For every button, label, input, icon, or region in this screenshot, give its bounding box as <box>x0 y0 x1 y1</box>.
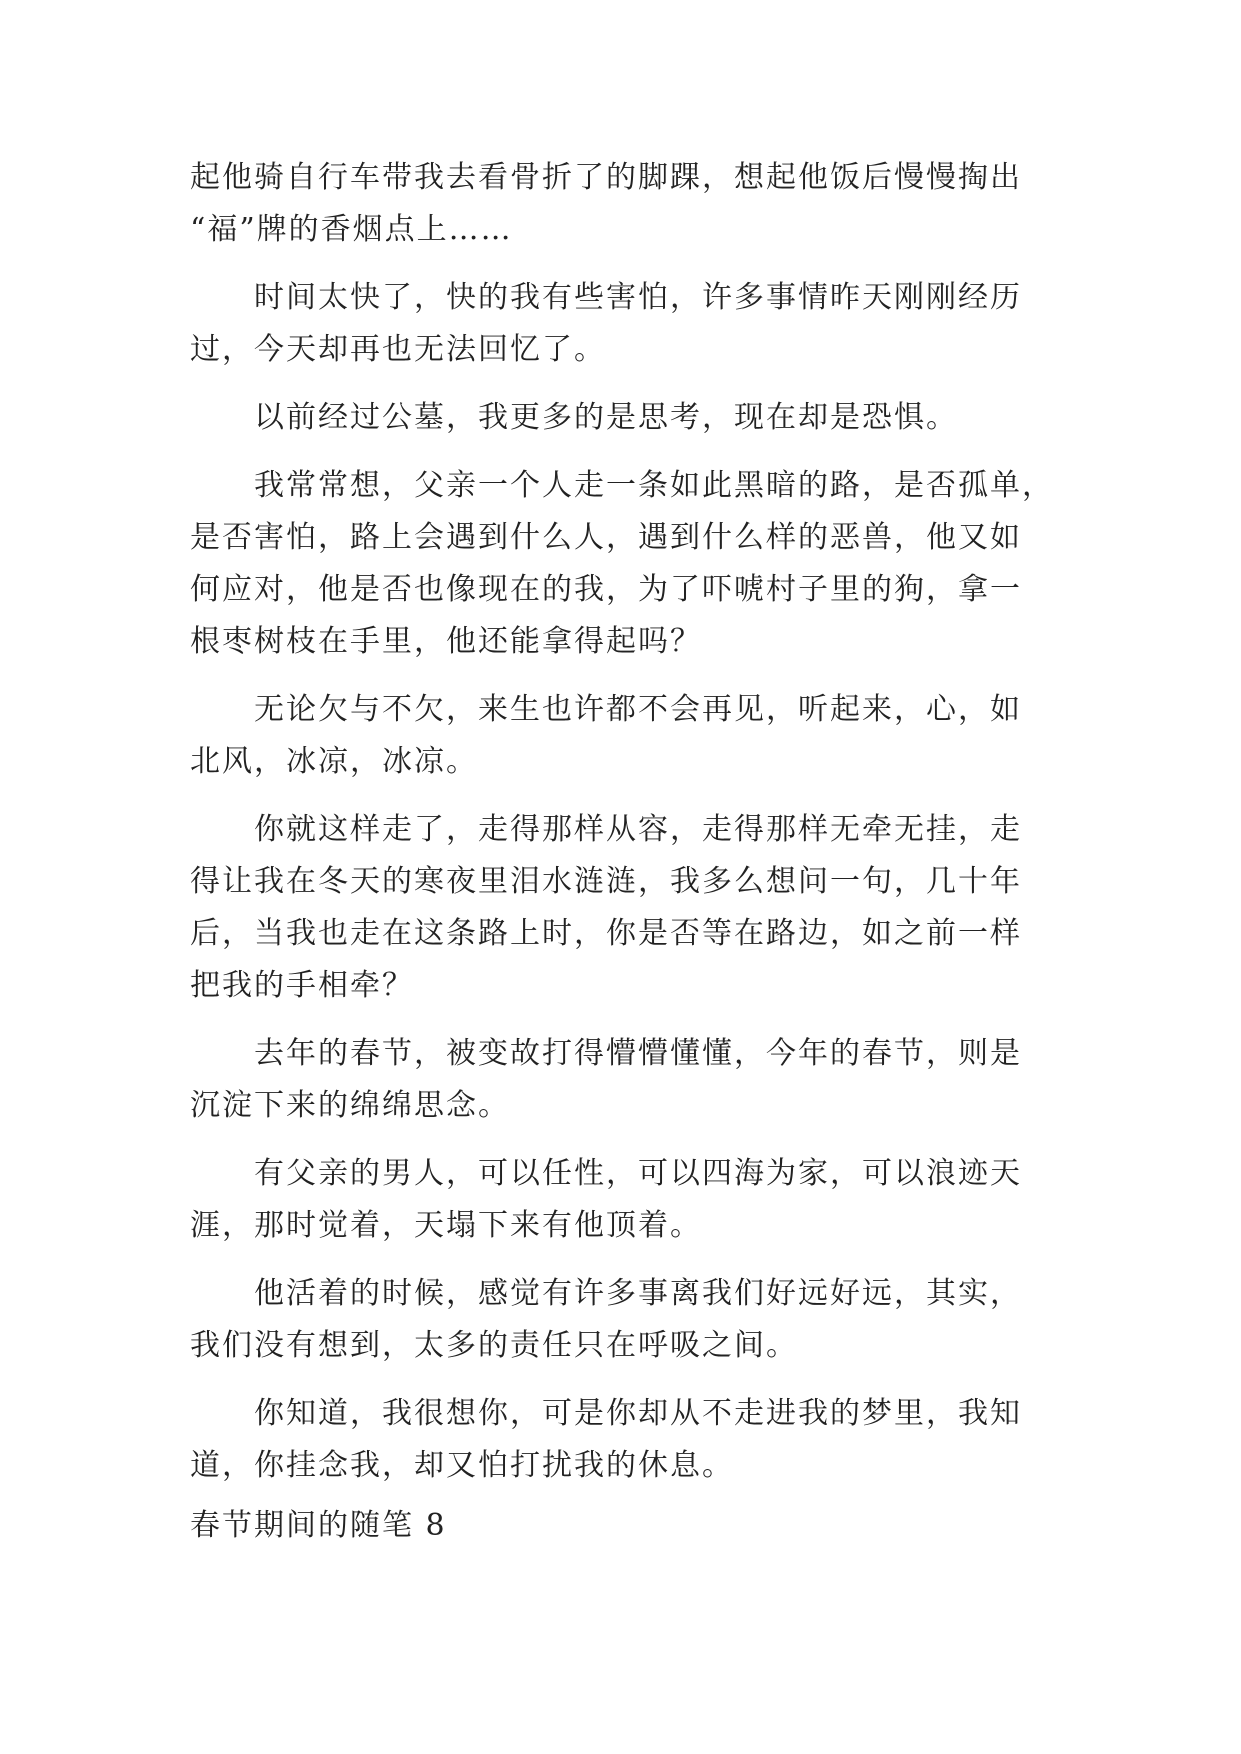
text-line: 去年的春节，被变故打得懵懵懂懂，今年的春节，则是 <box>254 1036 1022 1071</box>
text-line: 有父亲的男人，可以任性，可以四海为家，可以浪迹天 <box>254 1156 1022 1191</box>
text-line: 得让我在冬天的寒夜里泪水涟涟，我多么想问一句，几十年 <box>190 864 1022 899</box>
text-line: 把我的手相牵？ <box>190 968 414 1003</box>
text-line: 他活着的时候，感觉有许多事离我们好远好远，其实， <box>254 1276 1022 1311</box>
text-line: 沉淀下来的绵绵思念。 <box>190 1088 510 1123</box>
text-line: 北风，冰凉，冰凉。 <box>190 744 478 779</box>
text-line: 我们没有想到，太多的责任只在呼吸之间。 <box>190 1328 798 1363</box>
text-line: 过，今天却再也无法回忆了。 <box>190 332 606 367</box>
text-line: 无论欠与不欠，来生也许都不会再见，听起来，心，如 <box>254 692 1022 727</box>
text-line: 你就这样走了，走得那样从容，走得那样无牵无挂，走 <box>254 812 1022 847</box>
text-line: 时间太快了，快的我有些害怕，许多事情昨天刚刚经历 <box>254 280 1022 315</box>
text-line: 何应对，他是否也像现在的我，为了吓唬村子里的狗，拿一 <box>190 572 1022 607</box>
text-line: 后，当我也走在这条路上时，你是否等在路边，如之前一样 <box>190 916 1022 951</box>
text-line: 我常常想，父亲一个人走一条如此黑暗的路，是否孤单， <box>254 468 1054 503</box>
text-line: “福”牌的香烟点上…… <box>190 212 513 247</box>
text-line: 以前经过公墓，我更多的是思考，现在却是恐惧。 <box>254 400 958 435</box>
text-line: 根枣树枝在手里，他还能拿得起吗？ <box>190 624 702 659</box>
text-line: 是否害怕，路上会遇到什么人，遇到什么样的恶兽，他又如 <box>190 520 1022 555</box>
text-line: 起他骑自行车带我去看骨折了的脚踝，想起他饭后慢慢掏出 <box>190 160 1022 195</box>
text-line: 涯，那时觉着，天塌下来有他顶着。 <box>190 1208 702 1243</box>
text-line: 道，你挂念我，却又怕打扰我的休息。 <box>190 1448 734 1483</box>
text-line: 你知道，我很想你，可是你却从不走进我的梦里，我知 <box>254 1396 1022 1431</box>
section-title: 春节期间的随笔 8 <box>190 1508 447 1543</box>
